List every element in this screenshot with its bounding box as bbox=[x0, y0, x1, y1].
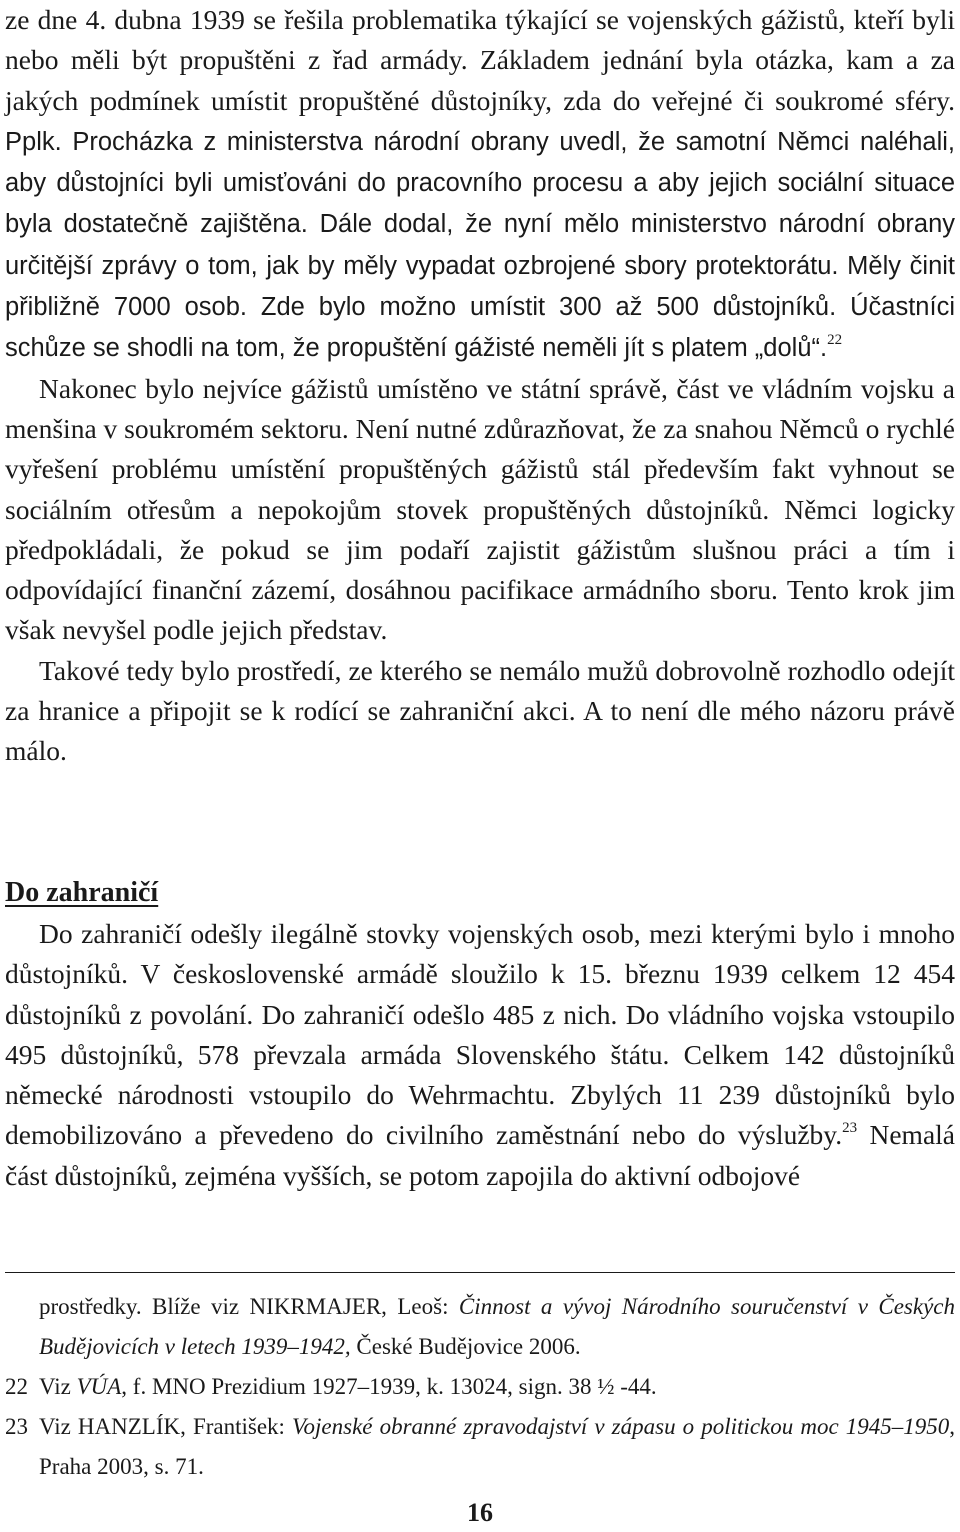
footnote-22-text-b: , f. MNO Prezidium 1927–1939, k. 13024, sign. 38 ½ -44. bbox=[121, 1374, 657, 1399]
footnote-ref-23[interactable]: 23 bbox=[842, 1120, 858, 1137]
footnote-23-title: Vojenské obranné zpravodajství v zápasu o politickou moc 1945–1950 bbox=[292, 1414, 950, 1439]
paragraph-1-serif-run: ze dne 4. dubna 1939 se řešila problematika týkající se vojenských gážistů, kteří byli nebo měli být propuštěni z řad armády. Základem jednání byla otázka, kam a za jakých podmínek umístit propuštěné důstojníky, zda do veřejné či soukromé sféry. bbox=[5, 4, 955, 116]
footnote-continuation-place: České Budějovice 2006. bbox=[350, 1334, 581, 1359]
footnote-23-number: 23 bbox=[5, 1414, 28, 1439]
footnote-continuation bbox=[5, 1287, 955, 1367]
section-text bbox=[5, 914, 955, 1196]
section-paragraph-1-run-a: Do zahraničí odešly ilegálně stovky vojenských osob, mezi kterými bylo i mnoho důstojníků. V československé armádě sloužilo k 15. březnu 1939 celkem 12 454 důstojníků z povolání. Do zahraničí odešlo 485 z nich. Do vládního vojska vstoupilo 495 důstojníků, 578 převzala armáda Slovenského štátu. Celkem 142 důstojníků německé národnosti vstoupilo do Wehrmachtu. Zbylých 11 239 důstojníků bylo demobilizováno a převedeno do civilního zaměstnání nebo do výslužby. bbox=[5, 918, 955, 1151]
page-number: 16 bbox=[467, 1498, 493, 1527]
footnote-22-number: 22 bbox=[5, 1374, 28, 1399]
footnote-22 bbox=[5, 1367, 955, 1407]
footnote-22-archive: VÚA bbox=[76, 1374, 122, 1399]
paragraph-2: Nakonec bylo nejvíce gážistů umístěno ve státní správě, část ve vládním vojsku a menšina v soukromém sektoru. Není nutné zdůrazňovat, že za snahou Němců o rychlé vyřešení problému umístění propuštěných gážistů stál především fakt vyhnout se sociálním otřesům a nepokojům stovek propuštěných důstojníků. Němci logicky předpokládali, že pokud se jim podaří zajistit gážistům slušnou práci a tím i odpovídající finanční zázemí, dosáhnou pacifikace armádního sboru. Tento krok jim však nevyšel podle jejich představ. bbox=[5, 372, 955, 646]
section-heading: Do zahraničí bbox=[5, 877, 159, 908]
footnote-23 bbox=[5, 1407, 955, 1487]
section-paragraph-1-run-b: Nemalá část důstojníků, zejména vyšších, se potom zapojila do aktivní odbojové bbox=[5, 1119, 955, 1191]
paragraph-1 bbox=[5, 0, 955, 369]
main-text bbox=[5, 0, 955, 772]
paragraph-3: Takové tedy bylo prostředí, ze kterého se nemálo mužů dobrovolně rozhodlo odejít za hranice a připojit se k rodící se zahraniční akci. A to není dle mého názoru právě málo. bbox=[5, 654, 955, 767]
footnote-22-text-a: Viz bbox=[39, 1374, 77, 1399]
section-paragraph-1 bbox=[5, 914, 955, 1196]
footnote-continuation-text: prostředky. Blíže viz NIKRMAJER, Leoš: bbox=[39, 1294, 459, 1319]
footnote-continuation-title: Činnost a vývoj Národního souručenství v Českých Budějovicích v letech 1939–1942, bbox=[39, 1294, 955, 1359]
footnote-23-text-b: , Praha 2003, s. 71. bbox=[39, 1414, 955, 1479]
footnote-ref-22[interactable]: 22 bbox=[827, 332, 843, 349]
footnotes bbox=[5, 1287, 955, 1487]
footnote-divider bbox=[5, 1272, 955, 1273]
footnote-23-text-a: Viz HANZLÍK, František: bbox=[39, 1414, 293, 1439]
paragraph-1-sans-run: Pplk. Procházka z ministerstva národní obrany uvedl, že samotní Němci naléhali, aby důstojníci byli umisťováni do pracovního procesu a aby jejich sociální situace byla dostatečně zajištěna. Dále dodal, že nyní mělo ministerstvo národní obrany určitější zprávy o tom, jak by měly vypadat ozbrojené sbory protektorátu. Měly činit přibližně 7000 osob. Zde bylo možno umístit 300 až 500 důstojníků. Účastníci schůze se shodli na tom, že propuštění gážisté neměli jít s platem „dolů“. bbox=[5, 127, 955, 363]
